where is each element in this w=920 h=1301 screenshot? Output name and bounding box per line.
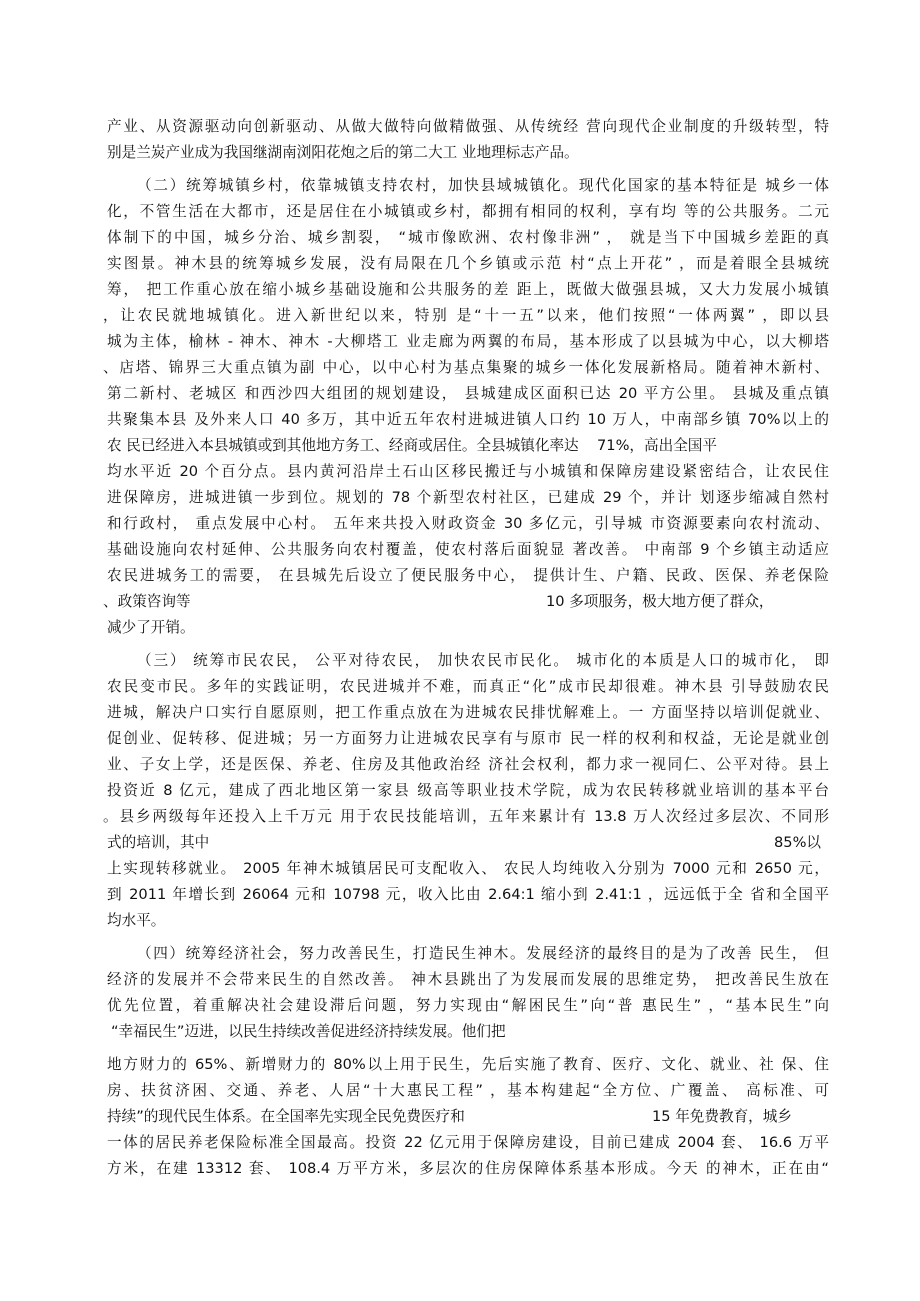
text-line: 体制下的中国，城乡分治、城乡割裂， “城市像欧洲、农村像非洲” ， 就是当下中国城乡差距的真	[107, 229, 829, 246]
text-line: 一体的居民养老保险标准全国最高。投资 22 亿元用于保障房建设，目前已建成 2004 套、 16.6 万平	[107, 1134, 829, 1151]
text-line: 实图景。神木县的统筹城乡发展，没有局限在几个乡镇或示范 村“点上开花” ，而是着眼全县城统	[107, 255, 829, 272]
text-line: 农民进城务工的需要， 在县城先后设立了便民服务中心， 提供计生、户籍、民政、医保、养老保险	[107, 567, 829, 584]
text-line: 、店塔、锦界三大重点镇为副 中心，以中心村为基点集聚的城乡一体化发展新格局。随着神木新村、	[103, 359, 829, 376]
paragraph-3-start: （三） 统筹市民农民， 公平对待农民， 加快农民市民化。 城市化的本质是人口的城市化， 即	[137, 652, 829, 669]
text-line: 投资近 8 亿元，建成了西北地区第一家县 级高等职业技术学院，成为农民转移就业培训的基本平台	[107, 782, 829, 799]
text-line: 和行政村， 重点发展中心村。 五年来共投入财政资金 30 多亿元，引导城 市资源要素向农村流动、	[107, 515, 829, 532]
text-line: 经济的发展并不会带来民生的自然改善。 神木县跳出了为发展而发展的思维定势， 把改善民生放在	[107, 971, 829, 988]
text-line: 城为主体，榆林 - 神木、神木 -大柳塔工 业走廊为两翼的布局，基本形成了以县城为中心，以大柳塔	[107, 333, 829, 350]
text-line: 上实现转移就业。 2005 年神木城镇居民可支配收入、 农民人均纯收入分别为 7000 元和 2650 元，	[107, 860, 829, 877]
text-line: 业、子女上学，还是医保、养老、住房及其他政治经 济社会权利，都力求一视同仁、公平对待。县上	[107, 756, 829, 773]
text-line	[107, 1107, 829, 1127]
text-line: 基础设施向农村延伸、公共服务向农村覆盖，使农村落后面貌显 著改善。 中南部 9 个乡镇主动适应	[107, 541, 829, 558]
text-line: 方米，在建 13312 套、 108.4 万平方米，多层次的住房保障体系基本形成。今天 的神木，正在由“	[107, 1160, 829, 1177]
text-fragment-right: 85%以	[774, 834, 822, 851]
text-line: 第二新村、老城区 和西沙四大组团的规划建设， 县城建成区面积已达 20 平方公里。 县城及重点镇	[107, 385, 829, 402]
text-line: 筹， 把工作重心放在缩小城乡基础设施和公共服务的差 距上，既做大做强县城，又大力发展小城镇	[107, 281, 829, 298]
text-fragment-right: 15 年免费教育，城乡	[652, 1108, 792, 1125]
text-fragment-left: 农 民已经进入本县城镇或到其他地方务工、经商或居住。全县城镇化率达	[107, 437, 579, 454]
paragraph-4-start: （四）统筹经济社会，努力改善民生，打造民生神木。发展经济的最终目的是为了改善 民生， 但	[137, 945, 829, 962]
text-line: 产业、从资源驱动向创新驱动、从做大做特向做精做强、从传统经 营向现代企业制度的升级转型，特	[107, 118, 829, 135]
text-line	[107, 436, 829, 456]
text-line: 房、扶贫济困、交通、养老、人居“十大惠民工程” ，基本构建起“全方位、广覆盖、 高标准、可	[107, 1082, 829, 1099]
text-fragment-left: 持续”的现代民生体系。在全国率先实现全民免费医疗和	[107, 1108, 465, 1125]
text-line: 进城，解决户口实行自愿原则，把工作重点放在为进城农民排忧解难上。一 方面坚持以培训促就业、	[107, 704, 829, 721]
text-line: 共聚集本县 及外来人口 40 多万，其中近五年农村进城进镇人口约 10 万人，中南部乡镇 70%以上的	[107, 411, 829, 428]
paragraph-2-start: （二）统筹城镇乡村，依靠城镇支持农村，加快县域城镇化。现代化国家的基本特征是 城乡一体	[137, 177, 829, 194]
text-line: 化，不管生活在大都市，还是居住在小城镇或乡村，都拥有相同的权利，享有均 等的公共服务。二元	[107, 203, 829, 220]
text-fragment-left: 式的培训，其中	[107, 834, 210, 851]
text-line: “幸福民生”迈进，以民生持续改善促进经济持续发展。他们把	[111, 1023, 506, 1040]
text-fragment-right: 10 多项服务，极大地方便了群众，	[546, 593, 774, 610]
text-line	[103, 592, 825, 612]
text-fragment-left: 、政策咨询等	[103, 593, 191, 610]
text-line: 均水平近 20 个百分点。县内黄河沿岸土石山区移民搬迁与小城镇和保障房建设紧密结合，让农民住	[107, 463, 829, 480]
text-line: 均水平。	[107, 912, 166, 929]
text-line: 农民变市民。多年的实践证明，农民进城并不难，而真正“化”成市民却很难。神木县 引导鼓励农民	[107, 678, 829, 695]
text-line: 到 2011 年增长到 26064 元和 10798 元，收入比由 2.64:1 缩小到 2.41:1 ，远远低于全 省和全国平	[107, 886, 829, 903]
text-line: 减少了开销。	[107, 619, 195, 636]
text-line: 别是兰炭产业成为我国继湖南浏阳花炮之后的第二大工 业地理标志产品。	[107, 144, 579, 161]
text-fragment-right: 71%，高出全国平	[597, 437, 717, 454]
text-line	[107, 833, 829, 853]
text-line: 地方财力的 65%、新增财力的 80%以上用于民生，先后实施了教育、医疗、文化、就业、社 保、住	[107, 1056, 829, 1073]
text-line: 进保障房，进城进镇一步到位。规划的 78 个新型农村社区，已建成 29 个，并计 划逐步缩减自然村	[107, 489, 829, 506]
text-line: ，让农民就地城镇化。进入新世纪以来，特别 是“十一五”以来，他们按照“一体两翼” ，即以县	[103, 307, 829, 324]
text-line: 促创业、促转移、促进城；另一方面努力让进城农民享有与原市 民一样的权利和权益，无论是就业创	[107, 730, 829, 747]
text-line: 。县乡两级每年还投入上千万元 用于农民技能培训，五年来累计有 13.8 万人次经过多层次、不同形	[103, 808, 829, 825]
text-line: 优先位置，着重解决社会建设滞后问题，努力实现由“解困民生”向“普 惠民生” ，“基本民生”向	[107, 997, 829, 1014]
